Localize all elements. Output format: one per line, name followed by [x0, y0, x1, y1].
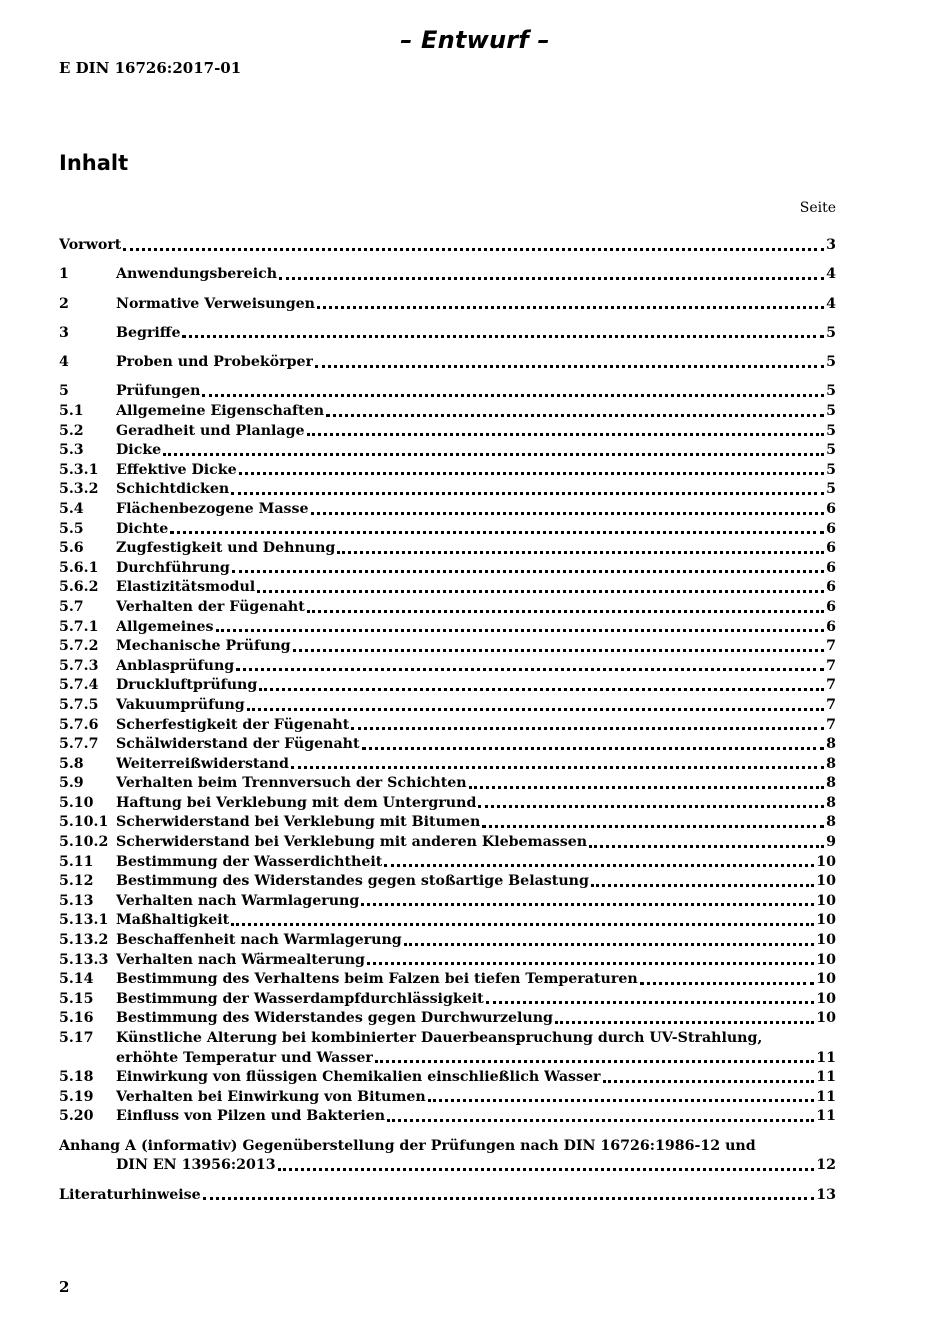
toc-entry-number: 5.7 [59, 598, 84, 615]
document-id: E DIN 16726:2017-01 [59, 59, 242, 77]
toc-entry-title: Künstliche Alterung bei kombinierter Dauerbeanspruchung durch UV-Strahlung, [116, 1030, 763, 1046]
toc-entry-title: Dichte [116, 520, 169, 537]
dot-leader [170, 528, 824, 534]
toc-entry-page: 9 [826, 834, 836, 851]
toc-entry[interactable] [59, 833, 836, 853]
toc-entry-page: 13 [816, 1186, 836, 1203]
toc-entry[interactable] [59, 539, 836, 559]
dot-leader [387, 1116, 814, 1122]
toc-entry-page: 10 [816, 912, 836, 929]
toc-entry-page: 10 [816, 853, 836, 870]
toc-entry-number: 4 [59, 354, 69, 371]
toc-entry-page: 12 [816, 1157, 836, 1174]
toc-entry-page: 5 [826, 442, 836, 459]
toc-entry-page: 6 [826, 618, 836, 635]
dot-leader [257, 587, 824, 593]
dot-leader [367, 959, 814, 965]
toc-entry-title: Einfluss von Pilzen und Bakterien [116, 1108, 386, 1125]
toc-entry-number: 5.6.1 [59, 559, 99, 576]
toc-entry-title: Verhalten bei Einwirkung von Bitumen [116, 1088, 426, 1105]
toc-entry-number: 5.7.7 [59, 736, 99, 753]
toc-entry-title: Bestimmung des Widerstandes gegen Durchwurzelung [116, 1010, 553, 1027]
toc-entry[interactable] [59, 236, 836, 256]
toc-entry[interactable] [59, 1068, 836, 1088]
toc-entry-title: Flächenbezogene Masse [116, 500, 309, 517]
dot-leader [203, 1194, 815, 1200]
toc-entry[interactable] [59, 970, 836, 990]
dot-leader [279, 274, 824, 280]
toc-entry-page: 7 [826, 696, 836, 713]
dot-leader [589, 842, 824, 848]
toc-entry-number: 1 [59, 266, 69, 283]
toc-entry-number: 5.13.1 [59, 912, 109, 929]
toc-heading: Inhalt [59, 151, 129, 175]
toc-entry-page: 5 [826, 403, 836, 419]
toc-entry[interactable] [59, 1088, 836, 1108]
toc-entry-title-continued: erhöhte Temperatur und Wasser [116, 1049, 373, 1066]
toc-entry-number: 5 [59, 383, 69, 400]
toc-entry-number: 5.10.2 [59, 834, 109, 851]
toc-entry-title: Bestimmung des Widerstandes gegen stoßartige Belastung [116, 873, 589, 890]
toc-entry-title: Effektive Dicke [116, 461, 237, 478]
toc-entry[interactable] [59, 324, 836, 344]
toc-entry-title: Dicke [116, 442, 162, 459]
dot-leader [163, 450, 824, 456]
toc-entry-annex-a[interactable] [59, 1137, 836, 1176]
dot-leader [307, 430, 825, 436]
toc-entry[interactable] [59, 657, 836, 677]
toc-entry-page: 4 [826, 295, 836, 312]
toc-entry[interactable] [59, 598, 836, 618]
toc-entry[interactable] [59, 755, 836, 775]
toc-entry-title: Literaturhinweise [59, 1186, 201, 1203]
dot-leader [591, 881, 814, 887]
toc-entry[interactable] [59, 637, 836, 657]
toc-entry-number: 5.7.6 [59, 716, 99, 733]
toc-entry-page: 5 [826, 383, 836, 400]
dot-leader [404, 940, 815, 946]
toc-entry[interactable] [59, 480, 836, 500]
toc-entry-page: 8 [826, 775, 836, 792]
dot-leader [247, 705, 824, 711]
toc-entry-title: Verhalten beim Trennversuch der Schichten [116, 775, 467, 792]
toc-entry[interactable] [59, 735, 836, 755]
table-of-contents [59, 236, 836, 1205]
toc-entry-number: 5.7.2 [59, 638, 99, 655]
toc-entry-number: 5.19 [59, 1088, 94, 1105]
toc-entry-number: 5.6 [59, 540, 84, 557]
dot-leader [469, 783, 825, 789]
toc-entry-title: Anblasprüfung [116, 657, 235, 674]
toc-entry-title: Allgemeines [116, 618, 214, 635]
toc-entry-number: 5.16 [59, 1010, 94, 1027]
toc-entry-page: 10 [816, 873, 836, 890]
toc-entry-page: 6 [826, 500, 836, 517]
toc-entry-number: 5.10.1 [59, 814, 109, 831]
toc-entry-number: 5.7.1 [59, 618, 99, 635]
toc-entry-title: Allgemeine Eigenschaften [116, 403, 325, 419]
toc-entry-title: Zugfestigkeit und Dehnung [116, 540, 336, 557]
toc-entry-number: 5.6.2 [59, 579, 99, 596]
toc-entry[interactable] [59, 295, 836, 315]
toc-entry-page: 5 [826, 422, 836, 439]
toc-entry-title: Scherwiderstand bei Verklebung mit Bitumen [116, 814, 481, 831]
toc-entry-page: 8 [826, 794, 836, 811]
toc-entry-title: Bestimmung des Verhaltens beim Falzen bei tiefen Temperaturen [116, 971, 638, 988]
toc-entry-number: 5.11 [59, 853, 94, 870]
toc-entry-title-continued: DIN EN 13956:2013 [116, 1157, 276, 1174]
dot-leader [482, 822, 824, 828]
toc-entry-number: 5.3 [59, 442, 84, 459]
dot-leader [486, 998, 815, 1004]
toc-entry-page: 11 [816, 1069, 836, 1086]
toc-entry-page: 5 [826, 324, 836, 341]
toc-entry[interactable] [59, 990, 836, 1010]
toc-entry-page: 8 [826, 814, 836, 831]
dot-leader [361, 900, 814, 906]
toc-entry[interactable] [59, 1107, 836, 1127]
dot-leader [337, 548, 824, 554]
toc-entry[interactable] [59, 265, 836, 285]
dot-leader [236, 665, 824, 671]
toc-entry-page: 7 [826, 638, 836, 655]
dot-leader [384, 861, 814, 867]
toc-entry-number: 5.13.3 [59, 951, 109, 968]
toc-entry-number: 5.2 [59, 422, 84, 439]
dot-leader [555, 1018, 814, 1024]
toc-entry[interactable] [59, 441, 836, 461]
toc-entry-number: 5.9 [59, 775, 84, 792]
toc-entry-title: Scherwiderstand bei Verklebung mit anderen Klebemassen [116, 834, 588, 851]
dot-leader [351, 724, 824, 730]
toc-entry[interactable] [59, 353, 836, 373]
toc-entry-page: 7 [826, 677, 836, 694]
dot-leader [232, 567, 824, 573]
toc-entry[interactable] [59, 892, 836, 912]
toc-entry-number: 5.14 [59, 971, 94, 988]
toc-entry-number: 5.20 [59, 1108, 94, 1125]
dot-leader [362, 744, 825, 750]
toc-entry-number: 5.3.2 [59, 481, 99, 498]
toc-entry-number: 5.3.1 [59, 461, 99, 478]
toc-entry[interactable] [59, 578, 836, 598]
toc-entry-page: 6 [826, 540, 836, 557]
dot-leader [291, 763, 824, 769]
dot-leader [640, 979, 815, 985]
toc-entry-title: Vakuumprüfung [116, 696, 245, 713]
dot-leader [375, 1057, 814, 1063]
dot-leader [317, 303, 824, 309]
toc-entry[interactable] [59, 931, 836, 951]
toc-entry-title: Bestimmung der Wasserdichtheit [116, 853, 383, 870]
toc-entry[interactable] [59, 813, 836, 833]
toc-entry-page: 8 [826, 755, 836, 772]
toc-entry[interactable] [59, 853, 836, 873]
dot-leader [315, 362, 824, 368]
toc-entry-page: 10 [816, 971, 836, 988]
toc-entry-number: 3 [59, 324, 69, 341]
toc-entry-page: 11 [816, 1088, 836, 1105]
toc-entry[interactable] [59, 500, 836, 520]
toc-entry-number: 5.1 [59, 403, 84, 419]
toc-entry[interactable] [59, 696, 836, 716]
toc-entry-number: 5.13.2 [59, 932, 109, 949]
toc-entry-title: Schälwiderstand der Fügenaht [116, 736, 360, 753]
toc-entry-bibliography[interactable] [59, 1186, 836, 1206]
dot-leader [202, 391, 824, 397]
toc-entry-title: Haftung bei Verklebung mit dem Untergrund [116, 794, 477, 811]
toc-entry[interactable] [59, 559, 836, 579]
dot-leader [293, 646, 825, 652]
toc-entry[interactable] [59, 1029, 836, 1068]
toc-entry-page: 8 [826, 736, 836, 753]
toc-entry-page: 6 [826, 579, 836, 596]
toc-entry-title: Druckluftprüfung [116, 677, 258, 694]
toc-entry-title: Proben und Probekörper [116, 354, 314, 371]
toc-entry[interactable] [59, 911, 836, 931]
page-column-label: Seite [799, 200, 836, 216]
dot-leader [231, 489, 824, 495]
toc-entry[interactable] [59, 618, 836, 638]
toc-entry-title: Verhalten nach Wärmealterung [116, 951, 365, 968]
toc-entry[interactable] [59, 382, 836, 402]
toc-entry-number: 5.4 [59, 500, 84, 517]
toc-entry-title: Normative Verweisungen [116, 295, 315, 312]
toc-entry-title: Scherfestigkeit der Fügenaht [116, 716, 350, 733]
dot-leader [239, 469, 824, 475]
toc-entry-number: 5.7.5 [59, 696, 99, 713]
dot-leader [259, 685, 824, 691]
dot-leader [123, 245, 824, 251]
toc-entry-number: 5.10 [59, 794, 94, 811]
dot-leader [278, 1165, 815, 1171]
toc-entry-title: Verhalten nach Warmlagerung [116, 892, 360, 909]
toc-entry-title: Schichtdicken [116, 481, 230, 498]
toc-entry-title: Durchführung [116, 559, 230, 576]
toc-entry-title: Anhang A (informativ) Gegenüberstellung der Prüfungen nach DIN 16726:1986-12 und [59, 1137, 756, 1154]
toc-entry-title: Verhalten der Fügenaht [116, 598, 305, 615]
toc-entry-number: 5.7.3 [59, 657, 99, 674]
toc-entry-number: 5.7.4 [59, 677, 99, 694]
toc-entry[interactable] [59, 716, 836, 736]
toc-entry-page: 3 [826, 237, 836, 253]
toc-entry[interactable] [59, 794, 836, 814]
toc-entry-title: Geradheit und Planlage [116, 422, 305, 439]
page-number: 2 [59, 1278, 70, 1296]
toc-entry-page: 10 [816, 990, 836, 1007]
toc-entry-title: Bestimmung der Wasserdampfdurchlässigkeit [116, 990, 484, 1007]
toc-entry-page: 6 [826, 598, 836, 615]
toc-entry-page: 4 [826, 266, 836, 283]
toc-entry-page: 10 [816, 1010, 836, 1027]
toc-entry-title: Mechanische Prüfung [116, 638, 291, 655]
toc-entry-page: 5 [826, 481, 836, 498]
dot-leader [603, 1077, 815, 1083]
toc-entry-number: 5.12 [59, 873, 94, 890]
toc-entry-title: Beschaffenheit nach Warmlagerung [116, 932, 402, 949]
toc-entry[interactable] [59, 461, 836, 481]
toc-entry-page: 5 [826, 461, 836, 478]
dot-leader [182, 332, 824, 338]
dot-leader [326, 411, 824, 417]
dot-leader [307, 607, 824, 613]
dot-leader [216, 626, 825, 632]
toc-entry[interactable] [59, 1009, 836, 1029]
dot-leader [428, 1096, 815, 1102]
toc-entry-number: 5.15 [59, 990, 94, 1007]
toc-entry-page: 11 [816, 1049, 836, 1066]
toc-entry-page: 10 [816, 932, 836, 949]
toc-entry[interactable] [59, 402, 836, 422]
toc-entry-page: 10 [816, 951, 836, 968]
toc-entry-page: 7 [826, 657, 836, 674]
toc-entry-number: 5.18 [59, 1069, 94, 1086]
toc-entry-title: Weiterreißwiderstand [116, 755, 289, 772]
toc-entry[interactable] [59, 422, 836, 442]
toc-entry-number: 5.8 [59, 755, 84, 772]
dot-leader [231, 920, 814, 926]
toc-entry-title: Einwirkung von flüssigen Chemikalien einschließlich Wasser [116, 1069, 601, 1086]
toc-entry[interactable] [59, 520, 836, 540]
toc-entry-number: 5.5 [59, 520, 84, 537]
toc-entry-page: 5 [826, 354, 836, 371]
toc-entry-title: Elastizitätsmodul [116, 579, 256, 596]
dot-leader [478, 802, 824, 808]
toc-entry[interactable] [59, 872, 836, 892]
toc-entry-number: 5.13 [59, 892, 94, 909]
toc-entry-title: Begriffe [116, 324, 181, 341]
toc-entry-page: 10 [816, 892, 836, 909]
toc-entry-number: 5.17 [59, 1030, 94, 1046]
toc-entry-page: 11 [816, 1108, 836, 1125]
toc-entry-title: Vorwort [59, 237, 122, 253]
draft-banner: – Entwurf – [400, 26, 550, 54]
toc-entry[interactable] [59, 774, 836, 794]
toc-entry-page: 6 [826, 559, 836, 576]
toc-entry-number: 2 [59, 295, 69, 312]
toc-entry-page: 7 [826, 716, 836, 733]
toc-entry[interactable] [59, 676, 836, 696]
toc-entry-title: Anwendungsbereich [116, 266, 278, 283]
toc-entry[interactable] [59, 951, 836, 971]
dot-leader [311, 509, 825, 515]
toc-entry-title: Maßhaltigkeit [116, 912, 230, 929]
toc-entry-title: Prüfungen [116, 383, 201, 400]
toc-entry-page: 6 [826, 520, 836, 537]
